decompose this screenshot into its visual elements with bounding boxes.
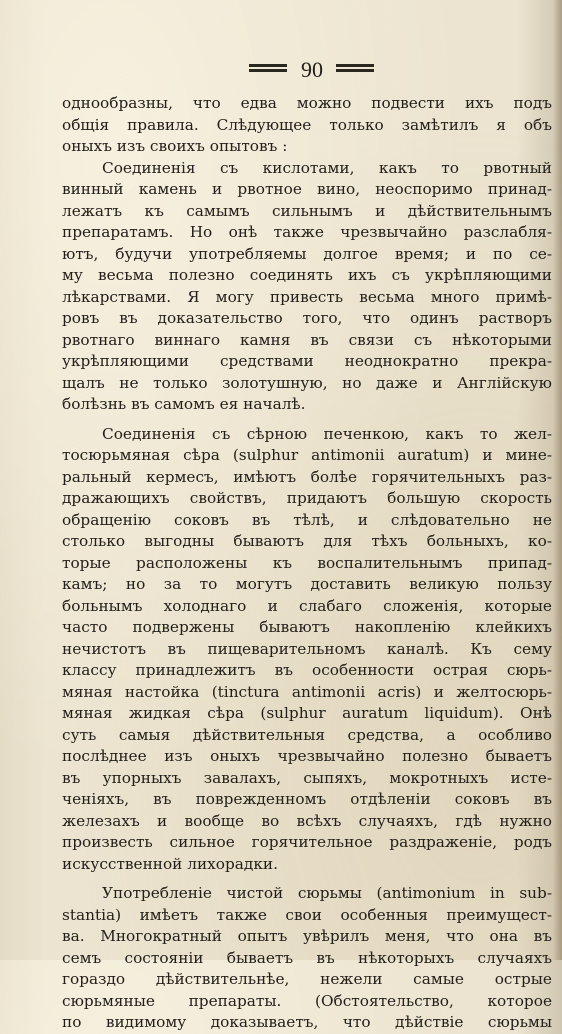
- paragraph-spacer: [62, 875, 552, 883]
- body-text: [62, 93, 552, 1034]
- text-line: винный камень и рвотное вино, неоспоримо принад-: [62, 180, 552, 198]
- text-line: укрѣпляющими средствами неоднократно прекра-: [62, 352, 552, 370]
- paragraph-4: [62, 883, 552, 1034]
- page-number: 90: [301, 57, 323, 82]
- text-line: общія правила. Слѣдующее только замѣтилъ я объ: [62, 115, 552, 134]
- text-line: нечистотъ въ пищеварительномъ каналѣ. Къ сему: [62, 639, 552, 658]
- text-line: въ упорныхъ завалахъ, сыпяхъ, мокротныхъ исте-: [62, 768, 552, 787]
- text-line: искусственной лихорадки.: [62, 854, 278, 873]
- text-line: гораздо дѣйствительнѣе, нежели самые острые: [62, 970, 552, 988]
- text-line: мяная жидкая сѣра (sulphur auratum liquidum). Онѣ: [62, 704, 552, 722]
- text-line: по видимому доказываетъ, что дѣйствіе сюрьмы: [62, 1013, 552, 1031]
- text-line: классу принадлежитъ въ особенности острая сюрь-: [62, 661, 552, 679]
- paragraph-2: [62, 158, 552, 416]
- text-line: лѣкарствами. Я могу привесть весьма много примѣ-: [62, 287, 552, 306]
- text-line: ва. Многократный опытъ увѣрилъ меня, что она въ: [62, 927, 552, 945]
- page-edge-shadow: [553, 0, 562, 960]
- text-line: Соединенія съ сѣрною печенкою, какъ то жел-: [102, 424, 552, 443]
- text-line: препаратамъ. Но онѣ также чрезвычайно разслабля-: [62, 223, 552, 241]
- header-ornament-right: [336, 64, 374, 72]
- text-line: лежатъ къ самымъ сильнымъ и дѣйствительнымъ: [62, 201, 552, 220]
- text-line: однообразны, что едва можно подвести ихъ подъ: [62, 94, 552, 112]
- paragraph-3: [62, 424, 552, 876]
- text-line: мяная настойка (tinctura antimonii acris) и желтосюрь-: [62, 682, 552, 701]
- text-line: обращенію соковъ въ тѣлѣ, и слѣдовательно не: [62, 510, 552, 529]
- page-header: [0, 58, 562, 82]
- text-line: оныхъ изъ своихъ опытовъ :: [62, 137, 288, 155]
- text-line: ченіяхъ, въ поврежденномъ отдѣленіи соковъ въ: [62, 790, 552, 808]
- text-line: торые расположены къ воспалительнымъ припад-: [62, 553, 552, 572]
- text-line: дражающихъ свойствъ, придаютъ большую скорость: [62, 489, 552, 507]
- paragraph-1: [62, 93, 552, 158]
- text-line: му весьма полезно соединять ихъ съ укрѣпляющими: [62, 266, 552, 284]
- text-line: ральный кермесъ, имѣютъ болѣе горячительныхъ раз-: [62, 467, 552, 486]
- header-ornament-left: [249, 64, 287, 72]
- text-line: камъ; но за то могутъ доставить великую пользу: [62, 575, 552, 593]
- text-line: Соединенія съ кислотами, какъ то рвотный: [102, 158, 552, 177]
- text-line: щалъ не только золотушную, но даже и Англійскую: [62, 373, 552, 392]
- text-line: ровъ въ доказательство того, что одинъ растворъ: [62, 309, 552, 327]
- paragraph-spacer: [62, 416, 552, 424]
- text-line: рвотнаго виннаго камня въ связи съ нѣкоторыми: [62, 330, 552, 349]
- text-line: больнымъ холоднаго и слабаго сложенія, которые: [62, 596, 552, 615]
- text-line: произвесть сильное горячительное раздраженіе, родъ: [62, 833, 552, 851]
- text-line: столько выгодны бываютъ для тѣхъ больныхъ, ко-: [62, 532, 552, 550]
- text-line: болѣзнь въ самомъ ея началѣ.: [62, 395, 306, 413]
- text-line: послѣднее изъ оныхъ чрезвычайно полезно бываетъ: [62, 747, 552, 765]
- text-line: тосюрьмяная сѣра (sulphur antimonii auratum) и мине-: [62, 446, 552, 464]
- text-line: ютъ, будучи употребляемы долгое время; и по се-: [62, 244, 552, 263]
- text-line: stantia) имѣетъ также свои особенныя преимущест-: [62, 905, 552, 924]
- text-line: сюрьмяные препараты. (Обстоятельство, которое: [62, 991, 552, 1010]
- text-line: суть самыя дѣйствительныя средства, а особливо: [62, 725, 552, 744]
- text-line: семъ состояніи бываетъ въ нѣкоторыхъ случаяхъ: [62, 948, 552, 967]
- text-line: часто подвержены бываютъ накопленію клейкихъ: [62, 618, 552, 636]
- text-line: Употребленіе чистой сюрьмы (antimonium in sub-: [102, 884, 552, 902]
- text-line: железахъ и вообще во всѣхъ случаяхъ, гдѣ нужно: [62, 811, 552, 830]
